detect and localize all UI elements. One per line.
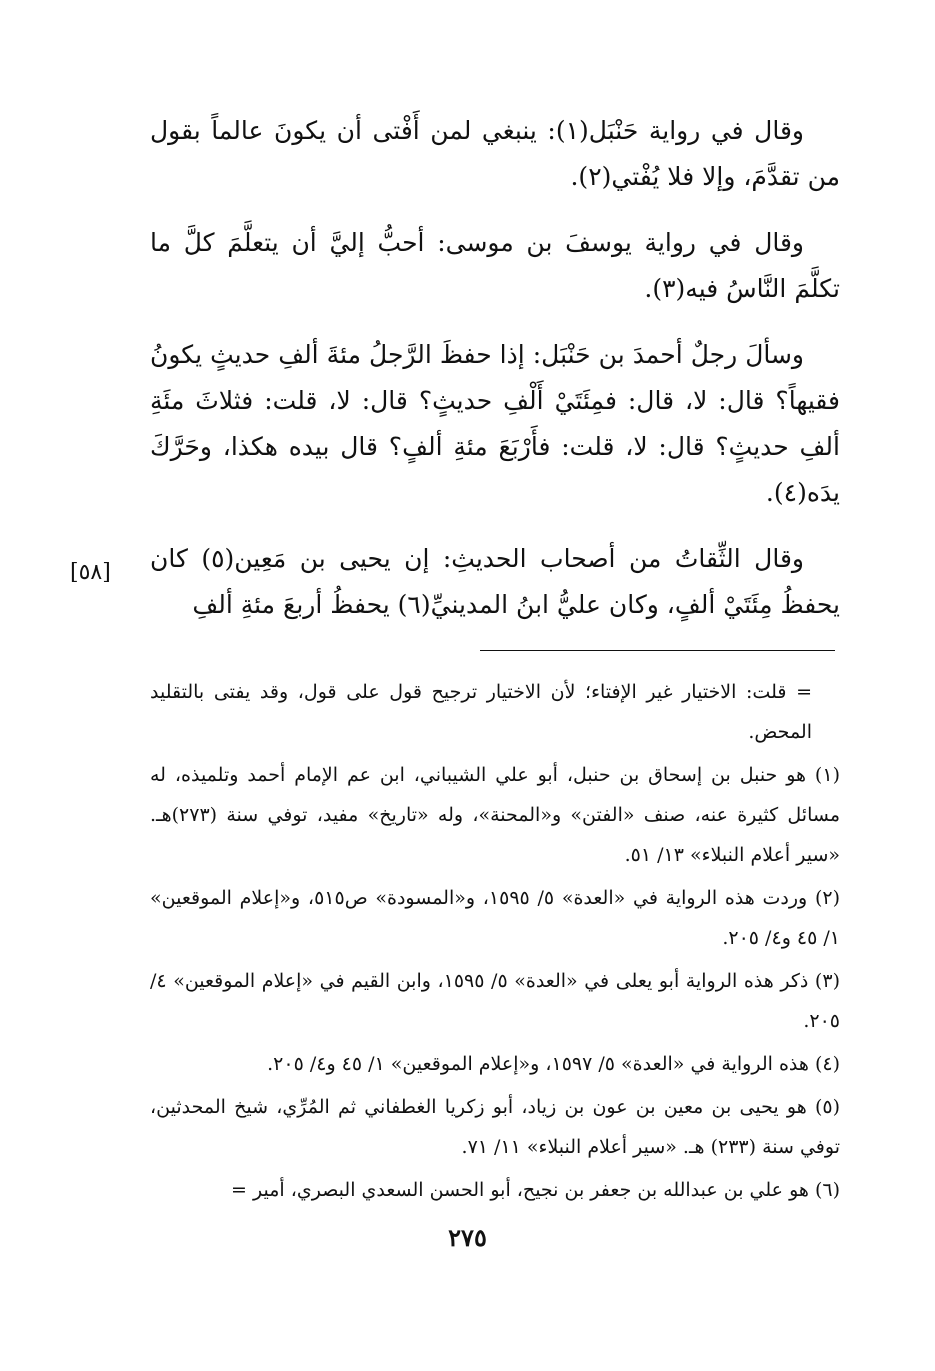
paragraph-2: وقال في رواية يوسفَ بن موسى: أحبُّ إليَّ أن يتعلَّمَ كلَّ ما تكلَّمَ النَّاسُ فيه(٣). — [150, 228, 840, 303]
footnote-6 — [150, 1170, 840, 1210]
footnote-1: (١) هو حنبل بن إسحاق بن حنبل، أبو علي الشيباني، ابن عم الإمام أحمد وتلميذه، له مسائل كثيرة عنه، صنف «الفتن» و«المحنة»، وله «تاريخ» مفيد، توفي سنة (٢٧٣)هـ. «سير أعلام النبلاء» ١٣/ ٥١. — [150, 764, 840, 866]
footnote-6-text: (٦) هو علي بن عبدالله بن جعفر بن نجيح، أبو الحسن السعدي البصري، أمير — [253, 1179, 840, 1201]
paragraph-4: وقال الثِّقاتُ من أصحاب الحديثِ: إن يحيى بن مَعِين(٥) كان يحفظُ مِئَتَيْ ألفٍ، وكان عليُّ ابنُ المدينيِّ(٦) يحفظُ أربعَ مئةِ ألفِ — [150, 544, 840, 619]
main-text — [150, 108, 840, 648]
margin-reference: [٥٨] — [70, 560, 111, 585]
continuation-mark: = — [231, 1179, 247, 1201]
page-number: ٢٧٥ — [448, 1223, 487, 1252]
footnote-continuation: = قلت: الاختيار غير الإفتاء؛ لأن الاختيار ترجيح قول على قول، وقد يفتى بالتقليد المحض. — [150, 681, 812, 743]
footnote-4: (٤) هذه الرواية في «العدة» ٥/ ١٥٩٧، و«إعلام الموقعين» ١/ ٤٥ و٤/ ٢٠٥. — [267, 1053, 840, 1075]
footnote-2: (٢) وردت هذه الرواية في «العدة» ٥/ ١٥٩٥، و«المسودة» ص٥١٥، و«إعلام الموقعين» ١/ ٤٥ و٤/ ٢٠٥. — [150, 887, 841, 949]
footnote-3: (٣) ذكر هذه الرواية أبو يعلى في «العدة» ٥/ ١٥٩٥، وابن القيم في «إعلام الموقعين» ٤/ ٢٠٥. — [150, 970, 840, 1032]
footnote-5: (٥) هو يحيى بن معين بن عون بن زياد، أبو زكريا الغطفاني ثم المُرِّي، شيخ المحدثين، توفي سنة (٢٣٣) هـ. «سير أعلام النبلاء» ١١/ ٧١. — [150, 1096, 840, 1158]
paragraph-1: وقال في رواية حَنْبَل(١): ينبغي لمن أَفْتى أن يكونَ عالماً بقول من تقدَّمَ، وإلا فلا يُفْتي(٢). — [150, 116, 840, 191]
footnotes — [150, 672, 840, 1213]
paragraph-3: وسألَ رجلٌ أحمدَ بن حَنْبَل: إذا حفظَ الرَّجلُ مئةَ ألفِ حديثٍ يكونُ فقيهاً؟ قال: لا، قال: فمِئَتَيْ أَلْفِ حديثٍ؟ قال: لا، قلت: فثلاثَ مئَةِ ألفِ حديثٍ؟ قال: لا، قلت: فأَرْبَعَ مئةِ ألفٍ؟ قال بيده هكذا، وحَرَّكَ يدَه(٤). — [150, 340, 840, 507]
footnote-divider — [480, 650, 835, 651]
